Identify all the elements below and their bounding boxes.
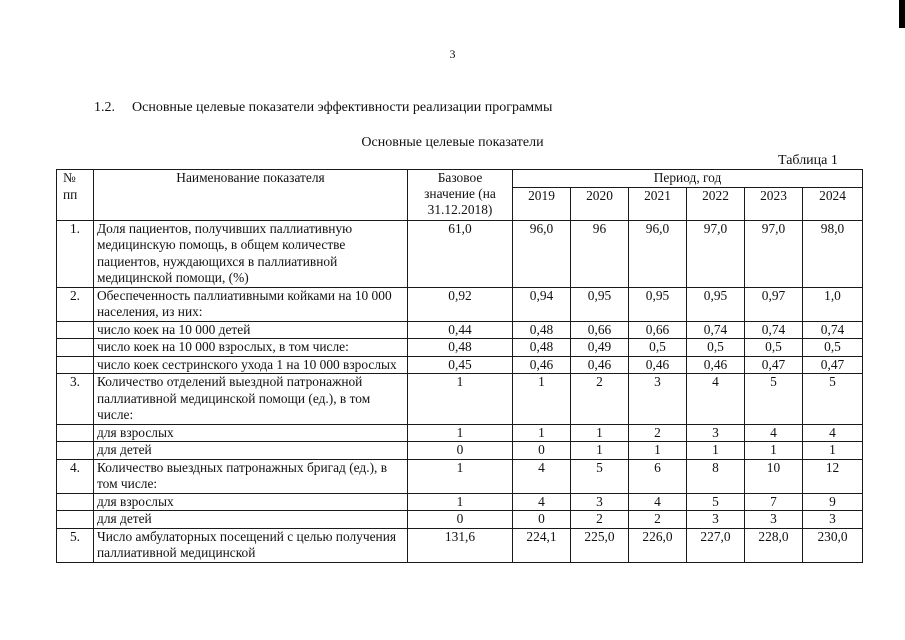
- row-number: 4.: [57, 459, 94, 493]
- year-value: 1,0: [803, 287, 863, 321]
- year-value: 4: [513, 493, 571, 511]
- year-value: 96,0: [629, 220, 687, 287]
- row-number: [57, 424, 94, 442]
- table-label: Таблица 1: [778, 153, 838, 168]
- year-value: 7: [745, 493, 803, 511]
- year-value: 1: [571, 424, 629, 442]
- base-value: 1: [408, 459, 513, 493]
- year-value: 0,47: [803, 356, 863, 374]
- table-row: [57, 339, 863, 357]
- year-value: 230,0: [803, 528, 863, 562]
- year-value: 2: [571, 374, 629, 425]
- indicator-name: Число амбулаторных посещений с целью получения паллиативной медицинской: [94, 528, 408, 562]
- header-year: 2022: [687, 187, 745, 220]
- year-value: 4: [513, 459, 571, 493]
- header-year: 2023: [745, 187, 803, 220]
- table-title: Основные целевые показатели: [361, 135, 544, 150]
- year-value: 6: [629, 459, 687, 493]
- table-row: [57, 459, 863, 493]
- year-value: 5: [687, 493, 745, 511]
- header-year: 2020: [571, 187, 629, 220]
- table-row: [57, 321, 863, 339]
- year-value: 1: [629, 442, 687, 460]
- base-value: 0,92: [408, 287, 513, 321]
- year-value: 1: [687, 442, 745, 460]
- header-base: Базовое значение (на 31.12.2018): [408, 170, 513, 221]
- year-value: 226,0: [629, 528, 687, 562]
- year-value: 0: [513, 442, 571, 460]
- year-value: 5: [571, 459, 629, 493]
- year-value: 228,0: [745, 528, 803, 562]
- indicator-name: Количество отделений выездной патронажной паллиативной медицинской помощи (ед.), в том числе:: [94, 374, 408, 425]
- year-value: 3: [629, 374, 687, 425]
- year-value: 1: [513, 374, 571, 425]
- year-value: 0,95: [687, 287, 745, 321]
- row-number: 1.: [57, 220, 94, 287]
- indicator-name: для детей: [94, 442, 408, 460]
- year-value: 0,97: [745, 287, 803, 321]
- year-value: 0,47: [745, 356, 803, 374]
- year-value: 12: [803, 459, 863, 493]
- row-number: [57, 511, 94, 529]
- year-value: 0,74: [745, 321, 803, 339]
- year-value: 2: [629, 511, 687, 529]
- year-value: 9: [803, 493, 863, 511]
- year-value: 1: [571, 442, 629, 460]
- year-value: 4: [687, 374, 745, 425]
- year-value: 0,5: [687, 339, 745, 357]
- header-year: 2021: [629, 187, 687, 220]
- row-number: [57, 493, 94, 511]
- row-number: [57, 442, 94, 460]
- year-value: 3: [745, 511, 803, 529]
- base-value: 1: [408, 493, 513, 511]
- indicator-name: Количество выездных патронажных бригад (ед.), в том числе:: [94, 459, 408, 493]
- page-edge-mark: [899, 0, 905, 28]
- section-title: Основные целевые показатели эффективности реализации программы: [132, 100, 553, 115]
- year-value: 224,1: [513, 528, 571, 562]
- indicator-name: Доля пациентов, получивших паллиативную медицинскую помощь, в общем количестве пациентов, нуждающихся в паллиативной медицинской помощи, (%): [94, 220, 408, 287]
- row-number: 3.: [57, 374, 94, 425]
- year-value: 8: [687, 459, 745, 493]
- base-value: 0,48: [408, 339, 513, 357]
- section-heading: [94, 100, 552, 116]
- table-row: [57, 493, 863, 511]
- year-value: 3: [687, 511, 745, 529]
- row-number: 2.: [57, 287, 94, 321]
- header-year: 2024: [803, 187, 863, 220]
- year-value: 0,74: [803, 321, 863, 339]
- year-value: 3: [803, 511, 863, 529]
- year-value: 225,0: [571, 528, 629, 562]
- year-value: 0,48: [513, 339, 571, 357]
- header-period: Период, год: [513, 170, 863, 188]
- header-name: Наименование показателя: [94, 170, 408, 221]
- indicators-table: [56, 169, 863, 563]
- indicator-name: для детей: [94, 511, 408, 529]
- table-row: [57, 374, 863, 425]
- row-number: [57, 339, 94, 357]
- year-value: 3: [571, 493, 629, 511]
- year-value: 0,46: [513, 356, 571, 374]
- year-value: 1: [803, 442, 863, 460]
- year-value: 0,66: [629, 321, 687, 339]
- indicator-name: Обеспеченность паллиативными койками на 10 000 населения, из них:: [94, 287, 408, 321]
- year-value: 5: [745, 374, 803, 425]
- year-value: 0,49: [571, 339, 629, 357]
- table-row: [57, 511, 863, 529]
- indicator-name: число коек на 10 000 детей: [94, 321, 408, 339]
- year-value: 1: [513, 424, 571, 442]
- year-value: 0,94: [513, 287, 571, 321]
- year-value: 97,0: [745, 220, 803, 287]
- year-value: 0,5: [629, 339, 687, 357]
- year-value: 1: [745, 442, 803, 460]
- year-value: 2: [629, 424, 687, 442]
- indicator-name: для взрослых: [94, 424, 408, 442]
- year-value: 0,46: [687, 356, 745, 374]
- year-value: 0,74: [687, 321, 745, 339]
- year-value: 2: [571, 511, 629, 529]
- year-value: 0,46: [629, 356, 687, 374]
- row-number: 5.: [57, 528, 94, 562]
- table-row: [57, 424, 863, 442]
- base-value: 131,6: [408, 528, 513, 562]
- year-value: 0,46: [571, 356, 629, 374]
- indicator-name: число коек сестринского ухода 1 на 10 000 взрослых: [94, 356, 408, 374]
- table-body: [57, 220, 863, 562]
- table-row: [57, 442, 863, 460]
- year-value: 0,5: [803, 339, 863, 357]
- header-year: 2019: [513, 187, 571, 220]
- year-value: 3: [687, 424, 745, 442]
- header-no: № пп: [57, 170, 94, 221]
- year-value: 97,0: [687, 220, 745, 287]
- section-number: 1.2.: [94, 100, 115, 115]
- base-value: 0: [408, 511, 513, 529]
- indicator-name: для взрослых: [94, 493, 408, 511]
- year-value: 0: [513, 511, 571, 529]
- year-value: 4: [629, 493, 687, 511]
- year-value: 10: [745, 459, 803, 493]
- year-value: 227,0: [687, 528, 745, 562]
- year-value: 5: [803, 374, 863, 425]
- base-value: 0,45: [408, 356, 513, 374]
- row-number: [57, 356, 94, 374]
- base-value: 1: [408, 374, 513, 425]
- base-value: 0,44: [408, 321, 513, 339]
- year-value: 0,95: [571, 287, 629, 321]
- table-row: [57, 528, 863, 562]
- table-row: [57, 287, 863, 321]
- year-value: 96: [571, 220, 629, 287]
- year-value: 4: [745, 424, 803, 442]
- year-value: 0,48: [513, 321, 571, 339]
- indicator-name: число коек на 10 000 взрослых, в том числе:: [94, 339, 408, 357]
- table-row: [57, 220, 863, 287]
- row-number: [57, 321, 94, 339]
- year-value: 0,66: [571, 321, 629, 339]
- year-value: 0,95: [629, 287, 687, 321]
- base-value: 0: [408, 442, 513, 460]
- year-value: 0,5: [745, 339, 803, 357]
- table-row: [57, 356, 863, 374]
- year-value: 4: [803, 424, 863, 442]
- year-value: 96,0: [513, 220, 571, 287]
- year-value: 98,0: [803, 220, 863, 287]
- base-value: 1: [408, 424, 513, 442]
- page-number: 3: [449, 47, 456, 61]
- base-value: 61,0: [408, 220, 513, 287]
